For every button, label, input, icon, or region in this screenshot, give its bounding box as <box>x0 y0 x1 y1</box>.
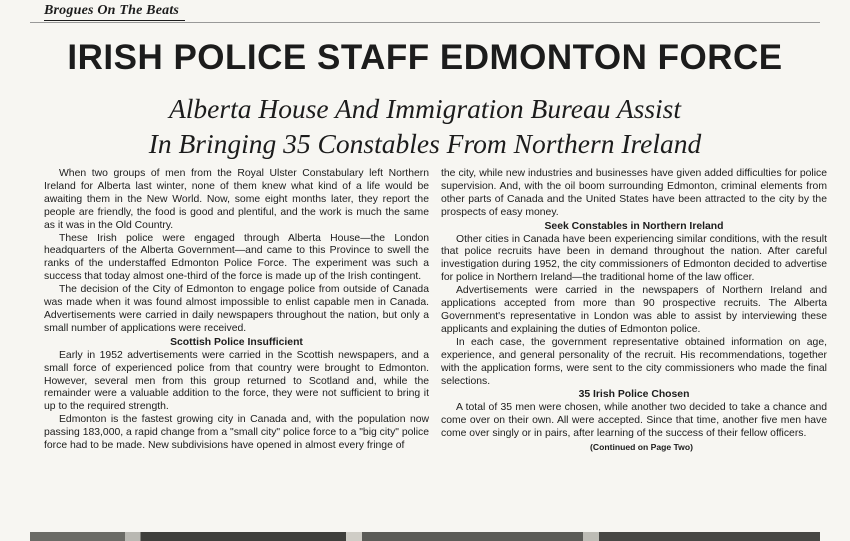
subheading: 35 Irish Police Chosen <box>578 389 690 401</box>
subheading: Seek Constables in Northern Ireland <box>544 220 724 232</box>
deck-line-2: In Bringing 35 Constables From Northern Ireland <box>148 128 702 159</box>
article-column-right <box>441 168 827 454</box>
paragraph: Advertisements were carried in the newspapers of Northern Ireland and applications accepted from more than 90 prospective recruits. The Alberta Government's representative in London was able to assist by interviewing these applicants and explaining the duties of Edmonton police. <box>441 285 827 335</box>
paragraph: A total of 35 men were chosen, while another two decided to take a chance and come over on their own. All were accepted. Since that time, another five men have come over singly or in pairs, after learning of the success of their fellow officers. <box>441 402 827 440</box>
deck-line-1: Alberta House And Immigration Bureau Assist <box>168 93 682 124</box>
top-rule <box>30 22 820 23</box>
paragraph: Other cities in Canada have been experiencing similar conditions, with the result that police recruits have been in demand throughout the nation. After careful investigation during 1952, the city commissioners of Edmonton decided to advertise for police in Northern Ireland—the traditional home of the law officer. <box>441 233 827 284</box>
headline: IRISH POLICE STAFF EDMONTON FORCE <box>67 38 783 77</box>
paragraph: the city, while new industries and businesses have given added difficulties for police supervision. And, with the oil boom surrounding Edmonton, criminal elements from other parts of Canada and the United States have been attracted to the city by the prospects of easy money. <box>441 168 827 218</box>
paragraph: In each case, the government representative obtained information on age, experience, and general personality of the recruit. His recommendations, together with the application forms, were sent to the city commissioners who made the final selections. <box>441 336 827 387</box>
subheading: Scottish Police Insufficient <box>170 336 303 348</box>
article-column-left <box>44 168 429 453</box>
paragraph: When two groups of men from the Royal Ulster Constabulary left Northern Ireland for Alberta last winter, none of them knew what kind of a life would be awaiting them in the New World. Now, some eight months later, they report the people are friendly, the food is good and plentiful, and the work is much the same as it was in the Old Country. <box>44 168 429 231</box>
section-kicker: Brogues On The Beats <box>44 2 185 21</box>
paragraph: Edmonton is the fastest growing city in Canada and, with the population now passing 183,000, a rapid change from a "small city" police force to a "big city" police force had to be made. New subdivisions have opened in almost every fringe of <box>44 414 429 452</box>
deck <box>0 91 850 161</box>
photo-strip <box>30 532 820 541</box>
continued-note: (Continued on Page Two) <box>590 442 693 453</box>
paragraph: The decision of the City of Edmonton to engage police from outside of Canada was made when it was found almost impossible to enlist capable men in Canada. Advertisements were carried in daily newspapers throughout the nation, but only a small number of applications were received. <box>44 284 429 334</box>
paragraph: Early in 1952 advertisements were carried in the Scottish newspapers, and a small force of experienced police from that country were brought to Edmonton. However, several men from this group returned to Scotland and, while the remainder were a valuable addition to the force, they were not sufficient to bring it up to the required strength. <box>44 349 429 413</box>
paragraph: These Irish police were engaged through Alberta House—the London headquarters of the Alberta Government—and came to this Province to swell the ranks of the understaffed Edmonton Police Force. The experiment was such a success that today almost one-third of the force is made up of the Irish contingent. <box>44 232 429 283</box>
